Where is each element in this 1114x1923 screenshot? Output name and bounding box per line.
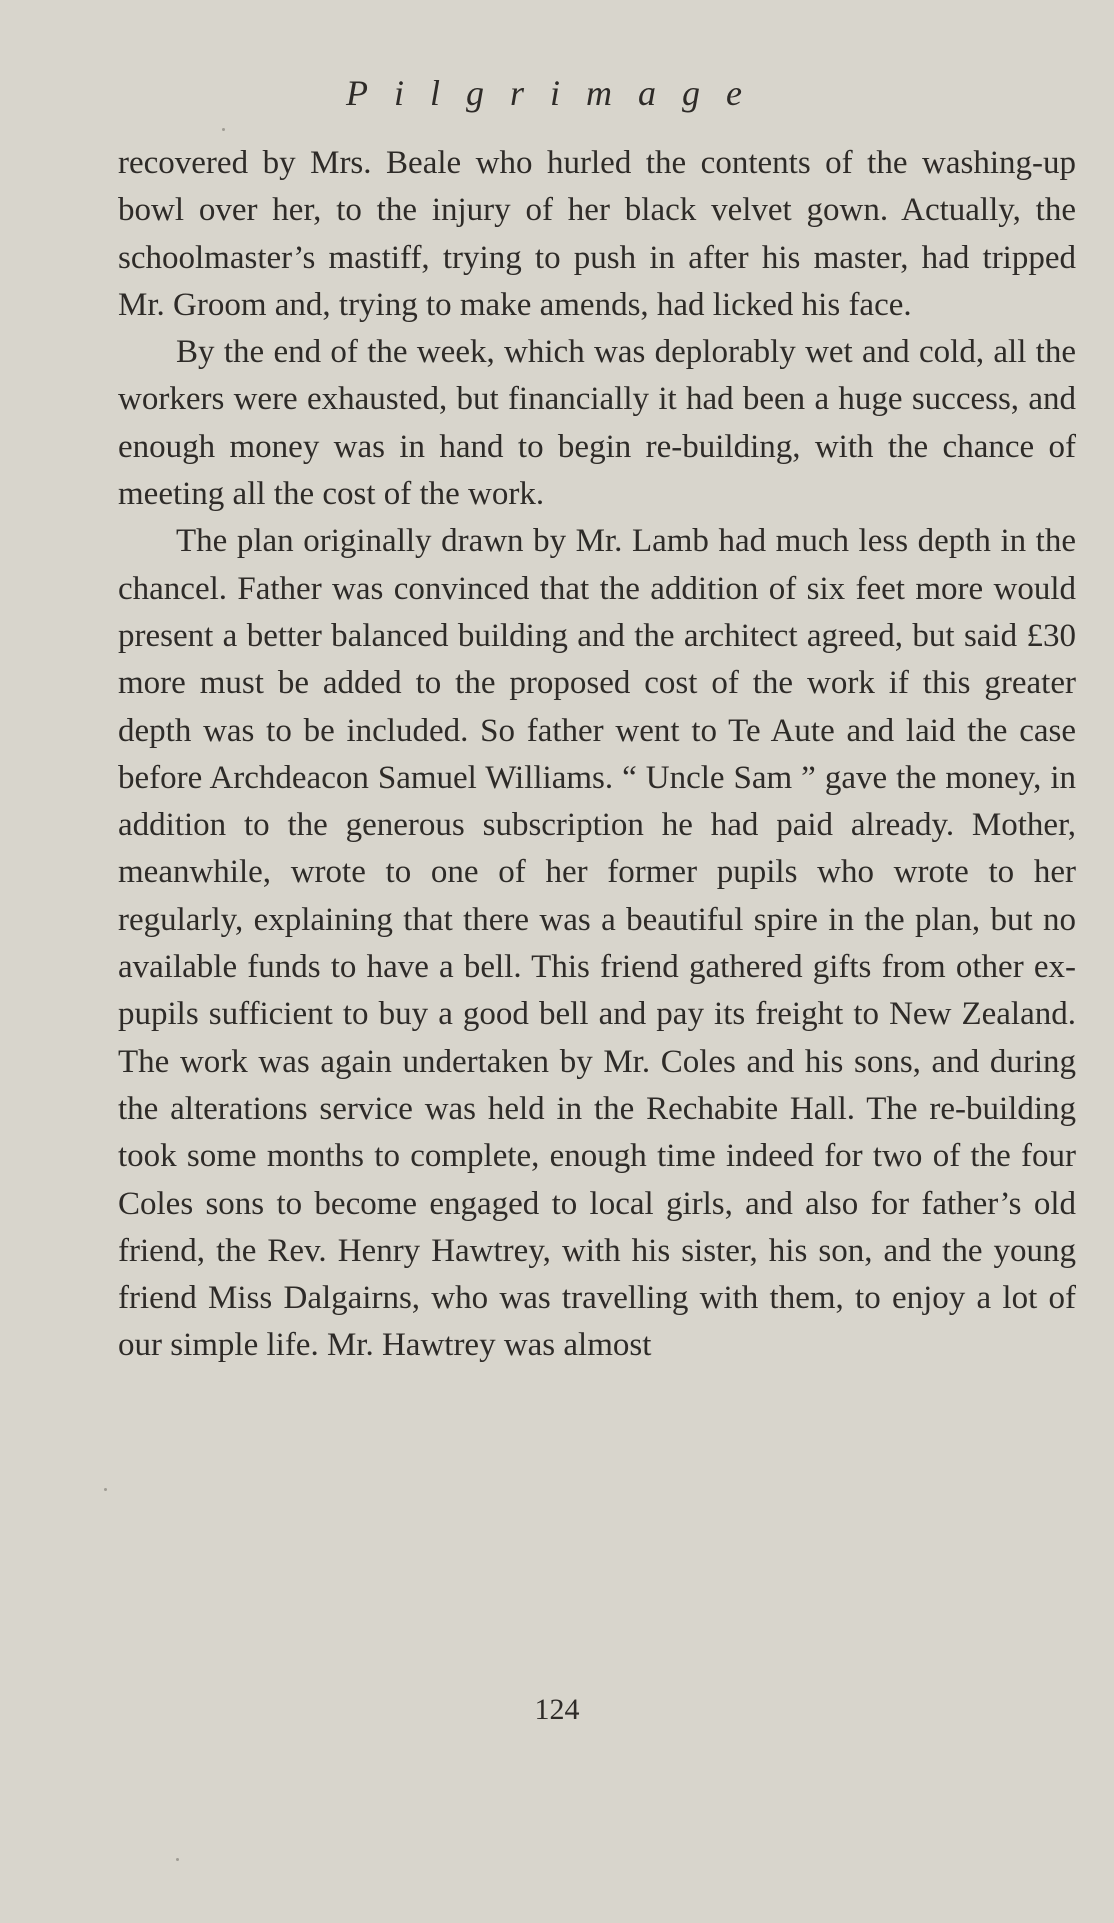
- paragraph-3: The plan originally drawn by Mr. Lamb had much less depth in the chancel. Father was convinced that the addition of six feet more would present a better balanced building and the architect agreed, but said £30 more must be added to the proposed cost of the work if this greater depth was to be included. So father went to Te Aute and laid the case before Archdeacon Samuel Williams. “ Uncle Sam ” gave the money, in addition to the generous subscription he had paid already. Mother, meanwhile, wrote to one of her former pupils who wrote to her regularly, explaining that there was a beautiful spire in the plan, but no available funds to have a bell. This friend gathered gifts from other ex-pupils sufficient to buy a good bell and pay its freight to New Zealand. The work was again undertaken by Mr. Coles and his sons, and during the alterations service was held in the Rechabite Hall. The re-building took some months to complete, enough time indeed for two of the four Coles sons to become engaged to local girls, and also for father’s old friend, the Rev. Henry Hawtrey, with his sister, his son, and the young friend Miss Dalgairns, who was travelling with them, to enjoy a lot of our simple life. Mr. Hawtrey was almost: [118, 523, 1076, 1364]
- paragraph-2: By the end of the week, which was deplorably wet and cold, all the workers were exhausted, but financially it had been a huge success, and enough money was in hand to begin re-building, with the chance of meeting all the cost of the work.: [118, 334, 1076, 513]
- page-number: 124: [534, 1693, 580, 1726]
- paper-speck: [222, 128, 225, 131]
- body-text: [118, 140, 1076, 1370]
- paper-speck: [104, 1488, 107, 1491]
- paragraph-1: recovered by Mrs. Beale who hurled the contents of the washing-up bowl over her, to the injury of her black velvet gown. Actually, the schoolmaster’s mastiff, trying to push in after his master, had tripped Mr. Groom and, trying to make amends, had licked his face.: [118, 145, 1076, 323]
- paper-speck: [176, 1858, 179, 1861]
- running-head: Pilgrimage: [346, 73, 768, 113]
